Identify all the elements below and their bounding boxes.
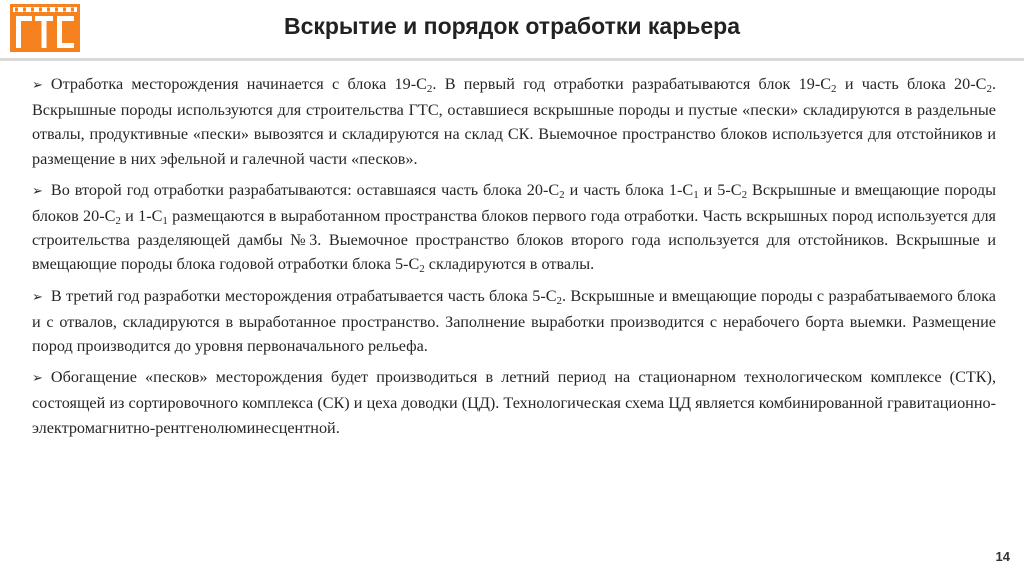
paragraph-text: и 1-С	[120, 207, 163, 226]
subscript: 2	[986, 83, 992, 95]
paragraph-text: и часть блока 20-С	[836, 75, 987, 93]
slide-header	[0, 0, 1024, 56]
paragraph-text: . В первый год отработки разрабатываются блок 19-С	[432, 75, 832, 93]
list-item	[32, 365, 996, 440]
list-item	[32, 178, 996, 277]
subscript: 2	[556, 294, 563, 307]
paragraph-text: Вскрышные и вмещающие породы блоков 20-С	[32, 180, 996, 226]
paragraph-text: В третий год разработки месторождения отрабатывается часть блока 5-С	[50, 286, 557, 305]
paragraph-text: размещаются в выработанном пространства блоков первого года отработки. Часть вскрышных пород используется для строительства разделяющей дамбы №3. Выемочное пространство блоков второго года используется для отстойников. Вскрышные и вмещающие породы блока годовой отработки блока 5-С	[32, 207, 996, 274]
paragraph-text: складируются в отвалы.	[424, 255, 595, 274]
paragraph-text: Во второй год отработки разрабатываются: оставшаяся часть блока 20-С	[50, 180, 560, 199]
subscript: 2	[741, 188, 748, 201]
subscript: 2	[559, 188, 565, 201]
arrow-bullet-icon: ➢	[32, 183, 43, 199]
page-number: 14	[995, 549, 1010, 564]
subscript: 2	[419, 263, 425, 276]
list-item	[32, 72, 996, 171]
subscript: 2	[426, 83, 433, 95]
subscript: 1	[162, 215, 168, 228]
subscript: 2	[831, 83, 837, 95]
paragraph-text: и 5-С	[698, 180, 742, 199]
paragraph-text: . Вскрышные и вмещающие породы с разрабатываемого блока и с отвалов, складируются в выработанное пространство. Заполнение выработки производится с нерабочего борта выемки. Размещение пород производится до уровня первоначального рельефа.	[32, 286, 996, 356]
arrow-bullet-icon: ➢	[32, 289, 43, 305]
subscript: 2	[115, 215, 121, 228]
page-title: Вскрытие и порядок отработки карьера	[283, 13, 741, 39]
paragraph-text: Обогащение «песков» месторождения будет производиться в летний период на стационарном технологическом комплексе (СТК), состоящей из сортировочного комплекса (СК) и цеха доводки (ЦД). Технологическая схема ЦД является комбинированной гравитационно-электромагнитно-рентгенолюминесцентной.	[32, 368, 996, 437]
arrow-bullet-icon: ➢	[32, 371, 43, 387]
slide-body	[32, 72, 996, 447]
subscript: 1	[693, 188, 699, 201]
arrow-bullet-icon: ➢	[32, 78, 43, 93]
paragraph-text: Отработка месторождения начинается с блока 19-С	[50, 75, 427, 93]
paragraph-text: . Вскрышные породы используются для строительства ГТС, оставшиеся вскрышные породы и пустые «пески» складируются в раздельные отвалы, продуктивные «пески» вывозятся и складируются на склад СК. Выемочное пространство блоков используется для отстойников и размещение в них эфельной и галечной части «песков».	[32, 75, 996, 168]
header-divider	[0, 58, 1024, 61]
paragraph-text: и часть блока 1-С	[564, 180, 694, 199]
list-item	[32, 284, 996, 359]
